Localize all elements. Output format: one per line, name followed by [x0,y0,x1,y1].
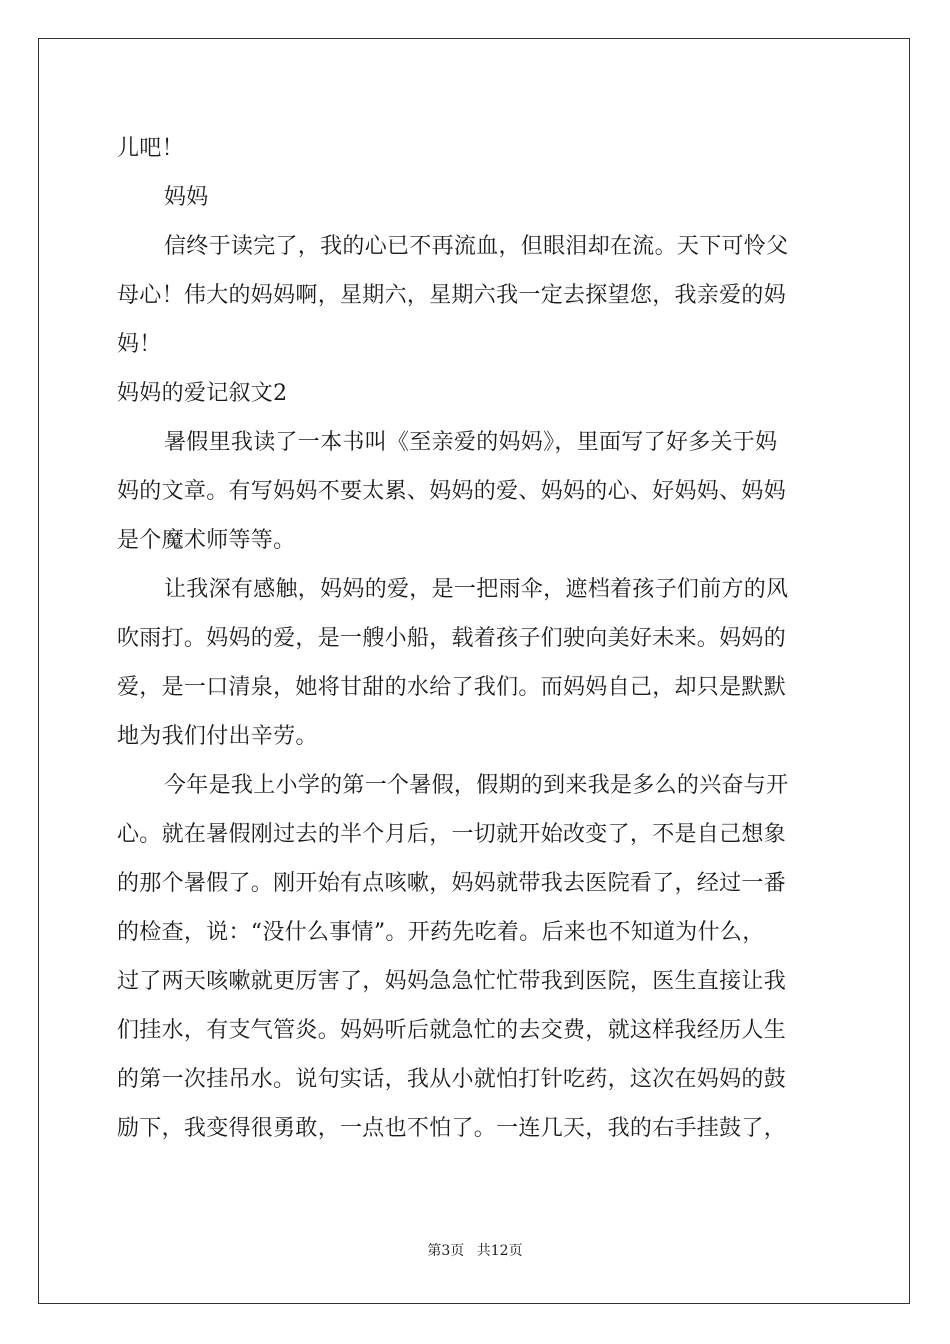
text-line: 信终于读完了，我的心已不再流血，但眼泪却在流。天下可怜父 [164,234,789,259]
text-line: 励下，我变得很勇敢，一点也不怕了。一连几天，我的右手挂鼓了， [117,1116,787,1141]
text-line: 今年是我上小学的第一个暑假，假期的到来我是多么的兴奋与开 [164,773,789,798]
text-line: 是个魔术师等等。 [117,528,296,553]
page-footer [0,1240,950,1260]
document-body [117,124,833,1153]
text-line: 心。就在暑假刚过去的半个月后，一切就开始改变了，不是自己想象 [117,822,787,847]
text-line: 儿吧！ [117,136,184,161]
text-line: 们挂水，有支气管炎。妈妈听后就急忙的去交费，就这样我经历人生 [117,1018,787,1043]
text-line: 的那个暑假了。刚开始有点咳嗽，妈妈就带我去医院看了，经过一番 [117,871,787,896]
text-line: 的检查，说：“没什么事情”。开药先吃着。后来也不知道为什么， [117,920,765,945]
text-line: 地为我们付出辛劳。 [117,724,318,749]
text-line: 妈！ [117,332,162,357]
text-line: 的第一次挂吊水。说句实话，我从小就怕打针吃药，这次在妈妈的鼓 [117,1067,787,1092]
section-heading: 妈妈的爱记叙文2 [117,381,288,406]
text-line: 母心！伟大的妈妈啊，星期六，星期六我一定去探望您，我亲爱的妈 [117,283,787,308]
text-line: 妈妈 [164,185,209,210]
text-line: 吹雨打。妈妈的爱，是一艘小船，载着孩子们驶向美好未来。妈妈的 [117,626,787,651]
text-line: 妈的文章。有写妈妈不要太累、妈妈的爱、妈妈的心、好妈妈、妈妈 [117,479,787,504]
text-line: 暑假里我读了一本书叫《至亲爱的妈妈》，里面写了好多关于妈 [164,430,778,455]
text-line: 爱，是一口清泉，她将甘甜的水给了我们。而妈妈自己，却只是默默 [117,675,787,700]
page-total: 共12页 [476,1243,523,1259]
page-number: 第3页 [427,1243,465,1259]
text-line: 让我深有感触，妈妈的爱，是一把雨伞，遮档着孩子们前方的风 [164,577,789,602]
text-line: 过了两天咳嗽就更厉害了，妈妈急急忙忙带我到医院，医生直接让我 [117,969,787,994]
